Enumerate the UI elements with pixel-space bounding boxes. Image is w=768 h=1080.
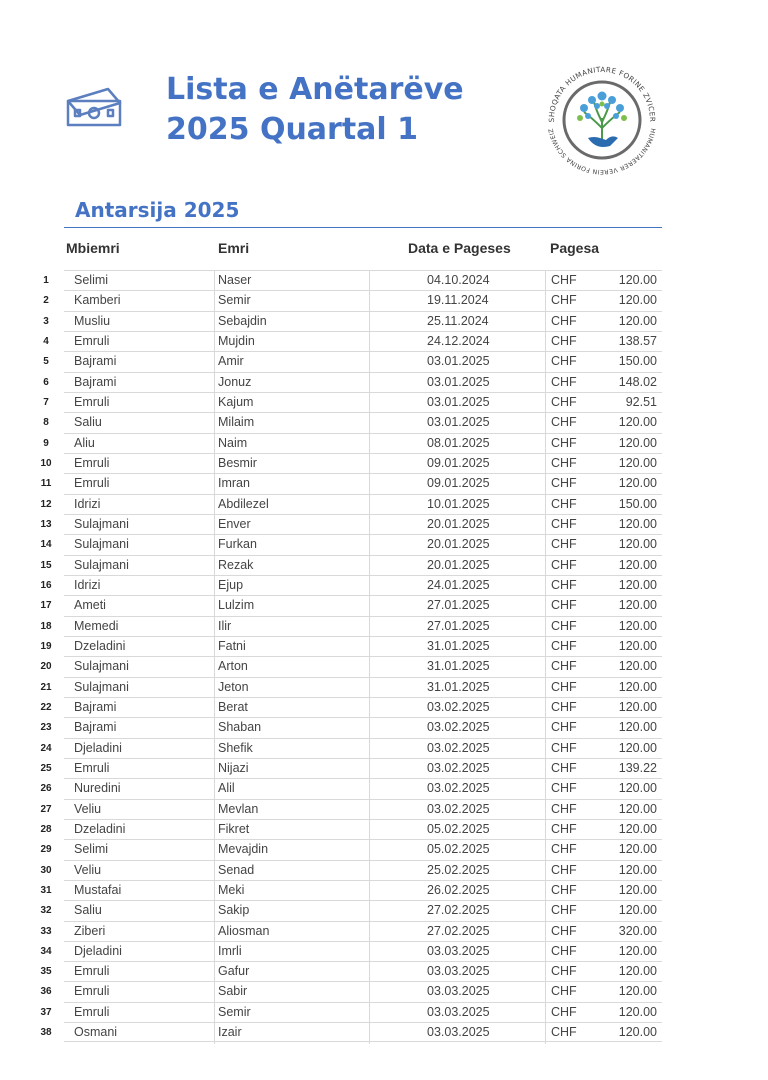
- row-number: 20: [40, 661, 52, 673]
- cell-amount: 120.00: [618, 943, 657, 958]
- column-header-emri: Emri: [218, 240, 250, 256]
- row-number: 22: [40, 701, 52, 713]
- cell-currency: CHF: [551, 862, 577, 877]
- cell-mbiemri: Ameti: [74, 598, 106, 613]
- cell-amount: 150.00: [618, 354, 657, 369]
- table-row: [0, 1002, 768, 1022]
- table-row: [0, 372, 768, 392]
- cell-emri: Sebajdin: [218, 313, 267, 328]
- table-row: [0, 656, 768, 676]
- cell-amount: 120.00: [618, 455, 657, 470]
- cell-data: 03.03.2025: [427, 943, 490, 958]
- row-number: 11: [40, 478, 52, 490]
- cell-amount: 120.00: [618, 476, 657, 491]
- cell-amount: 320.00: [618, 923, 657, 938]
- cell-currency: CHF: [551, 435, 577, 450]
- cell-data: 03.02.2025: [427, 740, 490, 755]
- cell-amount: 120.00: [618, 862, 657, 877]
- row-number: 24: [40, 742, 52, 754]
- row-number: 2: [43, 295, 49, 307]
- cell-currency: CHF: [551, 781, 577, 796]
- cell-emri: Kajum: [218, 394, 254, 409]
- row-number: 28: [40, 823, 52, 835]
- cell-amount: 120.00: [618, 1004, 657, 1019]
- cell-amount: 120.00: [618, 842, 657, 857]
- table-row: [0, 860, 768, 880]
- cell-data: 25.11.2024: [427, 313, 489, 328]
- table-row: [0, 494, 768, 514]
- cell-emri: Senad: [218, 862, 255, 877]
- cell-mbiemri: Djeladini: [74, 740, 122, 755]
- cell-amount: 148.02: [618, 374, 657, 389]
- row-number: 33: [40, 925, 52, 937]
- cell-data: 09.01.2025: [427, 476, 490, 491]
- row-number: 7: [43, 396, 49, 408]
- cell-mbiemri: Dzeladini: [74, 821, 126, 836]
- cell-mbiemri: Emruli: [74, 476, 110, 491]
- cell-data: 05.02.2025: [427, 842, 490, 857]
- cell-amount: 120.00: [618, 1025, 657, 1040]
- cell-currency: CHF: [551, 313, 577, 328]
- row-number: 25: [40, 762, 52, 774]
- cell-mbiemri: Selimi: [74, 273, 109, 287]
- cell-data: 03.03.2025: [427, 964, 490, 979]
- row-number: 23: [40, 722, 52, 734]
- cell-mbiemri: Emruli: [74, 455, 110, 470]
- cell-amount: 120.00: [618, 557, 657, 572]
- cell-mbiemri: Ziberi: [74, 923, 106, 938]
- cell-currency: CHF: [551, 496, 577, 511]
- table-row: [0, 331, 768, 351]
- table-row: [0, 981, 768, 1001]
- cell-mbiemri: Aliu: [74, 435, 95, 450]
- row-number: 19: [40, 640, 52, 652]
- cell-currency: CHF: [551, 984, 577, 999]
- cell-data: 31.01.2025: [427, 659, 490, 674]
- cell-mbiemri: Sulajmani: [74, 516, 129, 531]
- table-row: [0, 392, 768, 412]
- cell-amount: 120.00: [618, 882, 657, 897]
- cell-currency: CHF: [551, 903, 577, 918]
- row-number: 35: [40, 966, 52, 978]
- row-number: 10: [40, 457, 52, 469]
- cell-currency: CHF: [551, 354, 577, 369]
- cell-emri: Besmir: [218, 455, 257, 470]
- row-number: 12: [40, 498, 52, 510]
- cell-amount: 150.00: [618, 496, 657, 511]
- cell-mbiemri: Veliu: [74, 801, 102, 816]
- table-row: [0, 575, 768, 595]
- cell-amount: 120.00: [618, 537, 657, 552]
- cell-amount: 120.00: [618, 699, 657, 714]
- cell-emri: Berat: [218, 699, 248, 714]
- cell-data: 03.03.2025: [427, 1004, 490, 1019]
- cell-emri: Sakip: [218, 903, 250, 918]
- cell-data: 20.01.2025: [427, 516, 490, 531]
- cell-amount: 120.00: [618, 821, 657, 836]
- cell-currency: CHF: [551, 964, 577, 979]
- cell-data: 03.01.2025: [427, 374, 490, 389]
- row-number: 18: [40, 620, 52, 632]
- cell-amount: 120.00: [618, 781, 657, 796]
- cell-currency: CHF: [551, 577, 577, 592]
- table-row: [0, 717, 768, 737]
- cell-currency: CHF: [551, 415, 577, 430]
- cell-emri: Arton: [218, 659, 248, 674]
- cell-currency: CHF: [551, 842, 577, 857]
- cell-mbiemri: Memedi: [74, 618, 119, 633]
- cell-emri: Semir: [218, 293, 251, 308]
- cell-emri: Enver: [218, 516, 251, 531]
- cell-emri: Naser: [218, 273, 252, 287]
- table-row: [0, 697, 768, 717]
- cell-data: 26.02.2025: [427, 882, 490, 897]
- cell-amount: 120.00: [618, 618, 657, 633]
- cell-mbiemri: Emruli: [74, 394, 110, 409]
- table-row: [0, 941, 768, 961]
- cell-data: 03.01.2025: [427, 394, 490, 409]
- cell-mbiemri: Sulajmani: [74, 557, 129, 572]
- cell-amount: 120.00: [618, 720, 657, 735]
- cell-data: 03.02.2025: [427, 720, 490, 735]
- row-number: 15: [40, 559, 52, 571]
- cell-mbiemri: Nuredini: [74, 781, 121, 796]
- row-number: 31: [40, 884, 52, 896]
- cell-amount: 120.00: [618, 964, 657, 979]
- title-line-2: 2025 Quartal 1: [166, 112, 419, 147]
- cell-data: 03.02.2025: [427, 760, 490, 775]
- cell-emri: Jeton: [218, 679, 249, 694]
- cell-currency: CHF: [551, 760, 577, 775]
- cell-emri: Milaim: [218, 415, 255, 430]
- cell-emri: Shefik: [218, 740, 253, 755]
- row-number: 29: [40, 844, 52, 856]
- table-row: [0, 555, 768, 575]
- table-row: [0, 880, 768, 900]
- column-header-pagesa: Pagesa: [550, 240, 600, 256]
- cell-amount: 120.00: [618, 415, 657, 430]
- cell-currency: CHF: [551, 293, 577, 308]
- cell-amount: 138.57: [618, 333, 657, 348]
- cell-mbiemri: Veliu: [74, 862, 102, 877]
- members-table: [0, 270, 768, 1042]
- cell-mbiemri: Saliu: [74, 903, 102, 918]
- page-title: [166, 70, 464, 150]
- table-row: [0, 1022, 768, 1042]
- cell-emri: Imran: [218, 476, 250, 491]
- cell-mbiemri: Emruli: [74, 760, 110, 775]
- cell-emri: Meki: [218, 882, 245, 897]
- cell-amount: 120.00: [618, 598, 657, 613]
- table-row: [0, 677, 768, 697]
- row-number: 1: [43, 275, 49, 286]
- cell-emri: Fatni: [218, 638, 246, 653]
- table-row: [0, 270, 768, 290]
- cell-data: 03.02.2025: [427, 781, 490, 796]
- section-title: Antarsija 2025: [75, 198, 240, 222]
- table-row: [0, 758, 768, 778]
- cell-data: 20.01.2025: [427, 537, 490, 552]
- cell-emri: Ilir: [218, 618, 232, 633]
- row-number: 38: [40, 1027, 52, 1039]
- row-number: 34: [40, 945, 52, 957]
- row-number: 4: [43, 335, 49, 347]
- table-row: [0, 819, 768, 839]
- cell-mbiemri: Saliu: [74, 415, 102, 430]
- cell-data: 27.02.2025: [427, 903, 490, 918]
- svg-text:HUMANITAERER VEREIN FORINA SCH: HUMANITAERER VEREIN FORINA SCHWEIZ: [547, 127, 657, 176]
- cell-currency: CHF: [551, 923, 577, 938]
- cell-data: 31.01.2025: [427, 638, 490, 653]
- cell-currency: CHF: [551, 943, 577, 958]
- cell-emri: Imrli: [218, 943, 242, 958]
- cell-emri: Gafur: [218, 964, 250, 979]
- cell-emri: Fikret: [218, 821, 250, 836]
- cell-data: 03.02.2025: [427, 699, 490, 714]
- cell-data: 27.01.2025: [427, 618, 490, 633]
- row-number: 37: [40, 1006, 52, 1018]
- cell-emri: Sabir: [218, 984, 248, 999]
- row-number: 9: [43, 437, 49, 449]
- row-number: 27: [40, 803, 52, 815]
- cell-emri: Ejup: [218, 577, 244, 592]
- cell-currency: CHF: [551, 1025, 577, 1040]
- cell-data: 31.01.2025: [427, 679, 490, 694]
- money-bill-icon: [64, 85, 124, 129]
- cell-emri: Naim: [218, 435, 248, 450]
- cell-emri: Aliosman: [218, 923, 270, 938]
- cell-amount: 120.00: [618, 435, 657, 450]
- cell-amount: 120.00: [618, 293, 657, 308]
- cell-data: 10.01.2025: [427, 496, 490, 511]
- table-row: [0, 290, 768, 310]
- cell-currency: CHF: [551, 557, 577, 572]
- cell-mbiemri: Emruli: [74, 964, 110, 979]
- cell-amount: 92.51: [625, 394, 657, 409]
- section-divider: [64, 227, 662, 228]
- row-number: 32: [40, 905, 52, 917]
- cell-emri: Jonuz: [218, 374, 252, 389]
- table-row: [0, 921, 768, 941]
- cell-currency: CHF: [551, 455, 577, 470]
- row-number: 21: [40, 681, 52, 693]
- cell-mbiemri: Selimi: [74, 842, 109, 857]
- cell-emri: Rezak: [218, 557, 254, 572]
- cell-amount: 120.00: [618, 313, 657, 328]
- table-row: [0, 514, 768, 534]
- cell-amount: 120.00: [618, 659, 657, 674]
- cell-data: 27.01.2025: [427, 598, 490, 613]
- cell-mbiemri: Idrizi: [74, 496, 101, 511]
- row-number: 6: [43, 376, 49, 388]
- cell-data: 27.02.2025: [427, 923, 490, 938]
- cell-amount: 120.00: [618, 903, 657, 918]
- cell-mbiemri: Osmani: [74, 1025, 118, 1040]
- table-row: [0, 616, 768, 636]
- cell-currency: CHF: [551, 516, 577, 531]
- cell-mbiemri: Idrizi: [74, 577, 101, 592]
- cell-amount: 120.00: [618, 577, 657, 592]
- svg-text:SHOQATA HUMANITARE FORINE ZVIC: SHOQATA HUMANITARE FORINE ZVICER: [546, 64, 658, 123]
- column-header-data: Data e Pageses: [408, 240, 511, 256]
- table-row: [0, 473, 768, 493]
- cell-mbiemri: Dzeladini: [74, 638, 126, 653]
- cell-amount: 120.00: [618, 984, 657, 999]
- table-row: [0, 351, 768, 371]
- cell-emri: Furkan: [218, 537, 257, 552]
- cell-data: 25.02.2025: [427, 862, 490, 877]
- cell-mbiemri: Emruli: [74, 1004, 110, 1019]
- cell-currency: CHF: [551, 1004, 577, 1019]
- cell-currency: CHF: [551, 821, 577, 836]
- cell-data: 05.02.2025: [427, 821, 490, 836]
- cell-amount: 120.00: [618, 638, 657, 653]
- row-number: 30: [40, 864, 52, 876]
- cell-mbiemri: Bajrami: [74, 699, 117, 714]
- cell-data: 24.12.2024: [427, 333, 490, 348]
- cell-currency: CHF: [551, 679, 577, 694]
- cell-amount: 120.00: [618, 679, 657, 694]
- cell-data: 08.01.2025: [427, 435, 490, 450]
- cell-mbiemri: Musliu: [74, 313, 111, 328]
- cell-emri: Lulzim: [218, 598, 255, 613]
- table-row: [0, 534, 768, 554]
- cell-mbiemri: Emruli: [74, 984, 110, 999]
- cell-currency: CHF: [551, 537, 577, 552]
- table-row: [0, 433, 768, 453]
- cell-mbiemri: Djeladini: [74, 943, 122, 958]
- table-row: [0, 636, 768, 656]
- cell-mbiemri: Mustafai: [74, 882, 122, 897]
- table-row: [0, 839, 768, 859]
- cell-amount: 120.00: [618, 801, 657, 816]
- cell-amount: 120.00: [618, 516, 657, 531]
- cell-currency: CHF: [551, 476, 577, 491]
- cell-currency: CHF: [551, 638, 577, 653]
- cell-emri: Alil: [218, 781, 235, 796]
- cell-currency: CHF: [551, 374, 577, 389]
- cell-mbiemri: Bajrami: [74, 720, 117, 735]
- cell-data: 03.02.2025: [427, 801, 490, 816]
- table-row: [0, 799, 768, 819]
- cell-emri: Mevajdin: [218, 842, 269, 857]
- cell-emri: Izair: [218, 1025, 242, 1040]
- table-row: [0, 453, 768, 473]
- cell-currency: CHF: [551, 699, 577, 714]
- cell-emri: Amir: [218, 354, 244, 369]
- cell-mbiemri: Bajrami: [74, 374, 117, 389]
- cell-amount: 120.00: [618, 273, 657, 287]
- table-row: [0, 311, 768, 331]
- cell-currency: CHF: [551, 720, 577, 735]
- row-number: 16: [40, 579, 52, 591]
- cell-mbiemri: Sulajmani: [74, 659, 129, 674]
- row-number: 13: [40, 518, 52, 530]
- cell-data: 24.01.2025: [427, 577, 490, 592]
- table-row: [0, 595, 768, 615]
- cell-data: 20.01.2025: [427, 557, 490, 572]
- row-number: 8: [43, 417, 49, 429]
- cell-currency: CHF: [551, 801, 577, 816]
- column-header-mbiemri: Mbiemri: [66, 240, 120, 256]
- cell-currency: CHF: [551, 882, 577, 897]
- table-row: [0, 738, 768, 758]
- cell-currency: CHF: [551, 273, 577, 287]
- cell-currency: CHF: [551, 333, 577, 348]
- cell-emri: Mevlan: [218, 801, 259, 816]
- cell-data: 03.01.2025: [427, 415, 490, 430]
- cell-currency: CHF: [551, 394, 577, 409]
- cell-mbiemri: Sulajmani: [74, 537, 129, 552]
- cell-amount: 139.22: [618, 760, 657, 775]
- row-number: 26: [40, 783, 52, 795]
- row-number: 14: [40, 539, 52, 551]
- cell-currency: CHF: [551, 598, 577, 613]
- row-number: 36: [40, 986, 52, 998]
- organization-logo: [540, 58, 664, 182]
- cell-mbiemri: Kamberi: [74, 293, 121, 308]
- row-number: 17: [40, 600, 52, 612]
- cell-data: 19.11.2024: [427, 293, 489, 308]
- cell-emri: Abdilezel: [218, 496, 269, 511]
- cell-amount: 120.00: [618, 740, 657, 755]
- cell-emri: Shaban: [218, 720, 262, 735]
- cell-mbiemri: Bajrami: [74, 354, 117, 369]
- row-number: 5: [43, 356, 49, 368]
- table-row: [0, 961, 768, 981]
- cell-data: 03.01.2025: [427, 354, 490, 369]
- cell-emri: Semir: [218, 1004, 251, 1019]
- row-number: 3: [43, 315, 49, 327]
- cell-emri: Nijazi: [218, 760, 249, 775]
- table-row: [0, 412, 768, 432]
- cell-currency: CHF: [551, 618, 577, 633]
- cell-data: 09.01.2025: [427, 455, 490, 470]
- table-row: [0, 900, 768, 920]
- title-line-1: Lista e Anëtarëve: [166, 72, 464, 107]
- cell-data: 04.10.2024: [427, 273, 490, 287]
- cell-mbiemri: Sulajmani: [74, 679, 129, 694]
- table-row: [0, 778, 768, 798]
- cell-currency: CHF: [551, 740, 577, 755]
- cell-emri: Mujdin: [218, 333, 255, 348]
- cell-mbiemri: Emruli: [74, 333, 110, 348]
- cell-data: 03.03.2025: [427, 1025, 490, 1040]
- cell-currency: CHF: [551, 659, 577, 674]
- cell-data: 03.03.2025: [427, 984, 490, 999]
